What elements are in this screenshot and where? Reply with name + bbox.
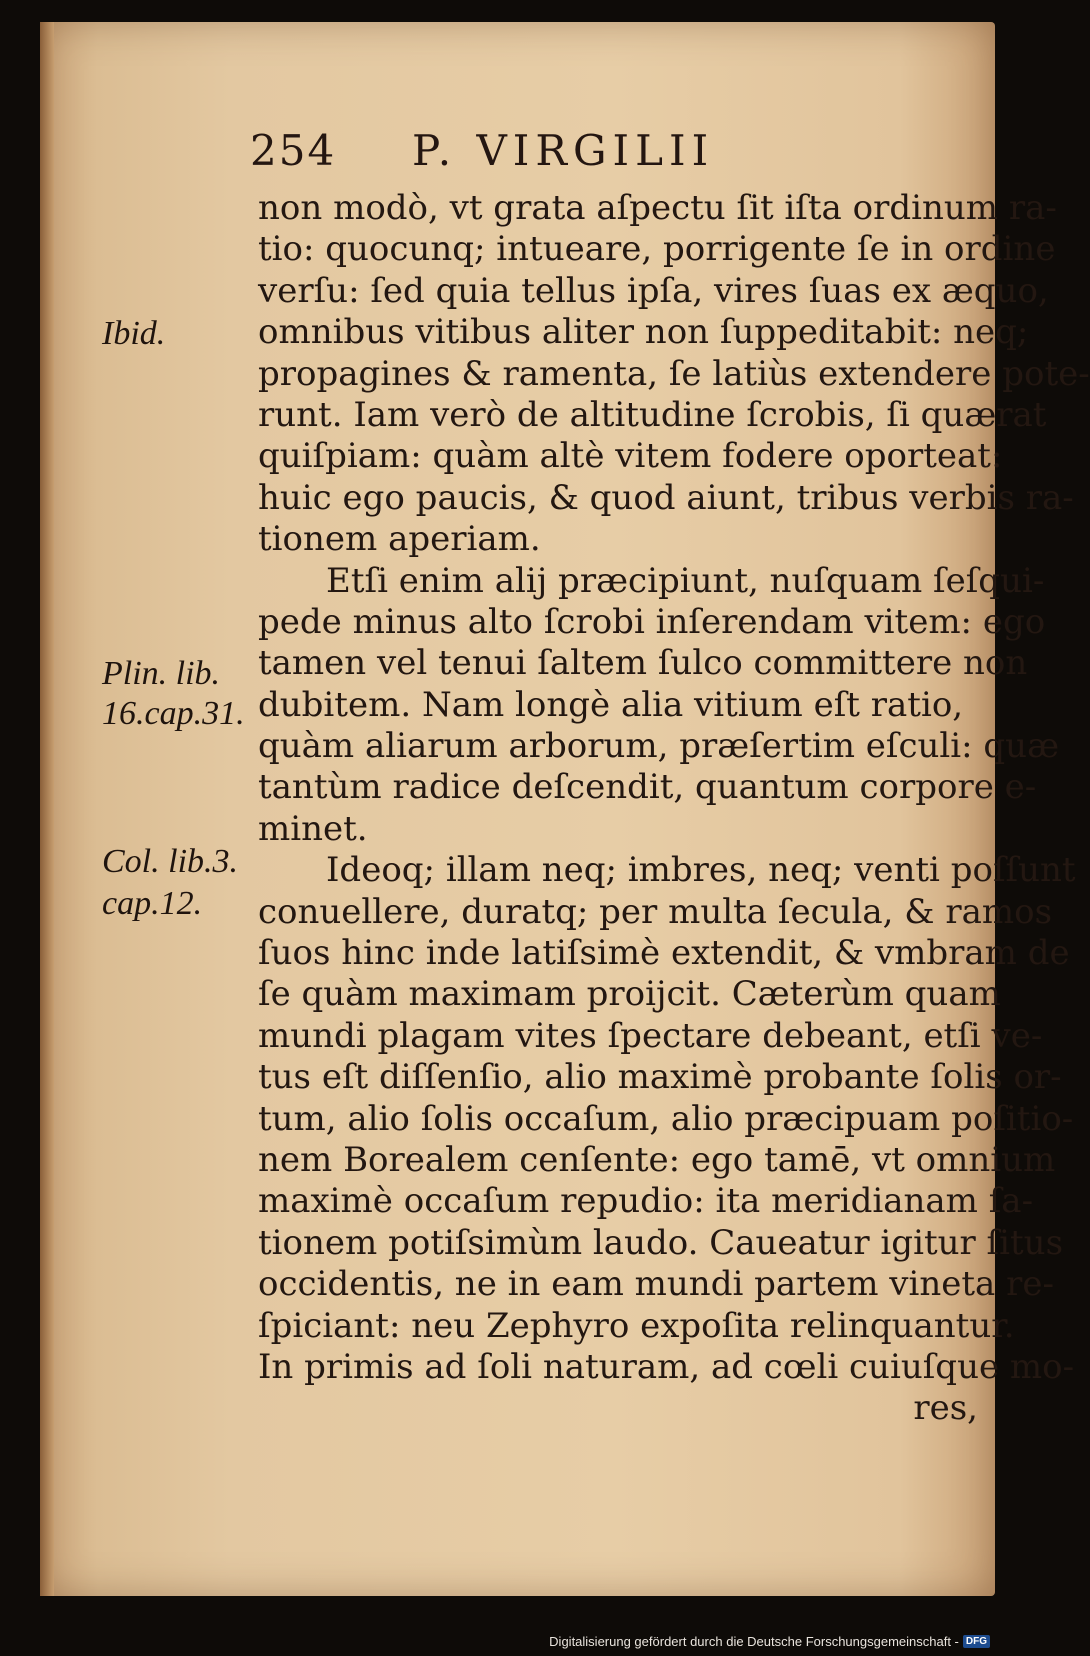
text-line: ſuos hinc inde latiſsimè extendit, & vmbram de xyxy=(258,933,1070,974)
text-line: Ideoq; illam neq; imbres, neq; venti poſſunt xyxy=(326,850,1076,891)
body-text xyxy=(258,188,1090,1430)
text-line: minet. xyxy=(258,808,368,849)
text-line: conuellere, duratq; per multa ſecula, & ramos xyxy=(258,891,1053,932)
text-line: non modò, vt grata aſpectu ſit iſta ordinum ra- xyxy=(258,188,1057,228)
page-number: 254 xyxy=(250,126,337,175)
page-header xyxy=(250,126,810,176)
text-line: tum, alio ſolis occaſum, alio præcipuam poſitio- xyxy=(258,1098,1074,1139)
text-line: tionem potiſsimùm laudo. Caueatur igitur ſitus xyxy=(258,1222,1064,1263)
text-line: runt. Iam verò de altitudine ſcrobis, ſi quærat xyxy=(258,394,1047,435)
margin-note-col-1: Col. lib.3. xyxy=(102,843,239,880)
text-line: ſpiciant: neu Zephyro expoſita relinquantur. xyxy=(258,1305,1015,1346)
page-edge xyxy=(40,22,54,1596)
book-page xyxy=(40,22,1090,1596)
text-line: nem Borealem cenſente: ego tamē, vt omnium xyxy=(258,1139,1056,1180)
text-line: quàm aliarum arborum, præſertim eſculi: quæ xyxy=(258,726,1060,767)
margin-note-plin-2: 16.cap.31. xyxy=(102,695,245,732)
running-title: P. VIRGILII xyxy=(412,126,715,175)
text-line: huic ego paucis, & quod aiunt, tribus verbis ra- xyxy=(258,477,1074,518)
dfg-logo: DFG xyxy=(963,1635,990,1648)
text-line: verſu: ſed quia tellus ipſa, vires ſuas ex æquo, xyxy=(258,270,1049,311)
text-line: omnibus vitibus aliter non ſuppeditabit: neq; xyxy=(258,312,1029,353)
text-line: occidentis, ne in eam mundi partem vineta re- xyxy=(258,1264,1054,1305)
text-line: tantùm radice deſcendit, quantum corpore e- xyxy=(258,767,1037,808)
margin-note-col-2: cap.12. xyxy=(102,885,203,922)
catchword: res, xyxy=(913,1388,978,1429)
margin-note-plin-1: Plin. lib. xyxy=(102,655,221,692)
text-line: propagines & ramenta, ſe latiùs extendere pote- xyxy=(258,353,1090,394)
text-line: In primis ad ſoli naturam, ad cœli cuiuſque mo- xyxy=(258,1346,1075,1387)
margin-note-ibid: Ibid. xyxy=(102,315,166,352)
text-line: tionem aperiam. xyxy=(258,519,541,560)
text-line: maximè occaſum repudio: ita meridianam ſa- xyxy=(258,1181,1034,1222)
digitization-credit xyxy=(549,1630,990,1652)
credit-text: Digitalisierung gefördert durch die Deutsche Forschungsgemeinschaft - xyxy=(549,1633,959,1649)
text-line: tamen vel tenui ſaltem ſulco committere non xyxy=(258,643,1028,684)
text-line: tus eſt diſſenſio, alio maximè probante ſolis or- xyxy=(258,1057,1062,1098)
text-line: dubitem. Nam longè alia vitium eſt ratio, xyxy=(258,684,964,725)
text-line: ſe quàm maximam proijcit. Cæterùm quam xyxy=(258,974,1001,1015)
text-line: quiſpiam: quàm altè vitem fodere oporteat: xyxy=(258,436,1003,477)
text-line: pede minus alto ſcrobi inſerendam vitem: ego xyxy=(258,601,1046,642)
text-line: mundi plagam vites ſpectare debeant, etſi ve- xyxy=(258,1015,1043,1056)
text-line: tio: quocunq; intueare, porrigente ſe in ordine xyxy=(258,229,1056,270)
text-line: Etſi enim alij præcipiunt, nuſquam ſeſqui- xyxy=(326,560,1045,601)
